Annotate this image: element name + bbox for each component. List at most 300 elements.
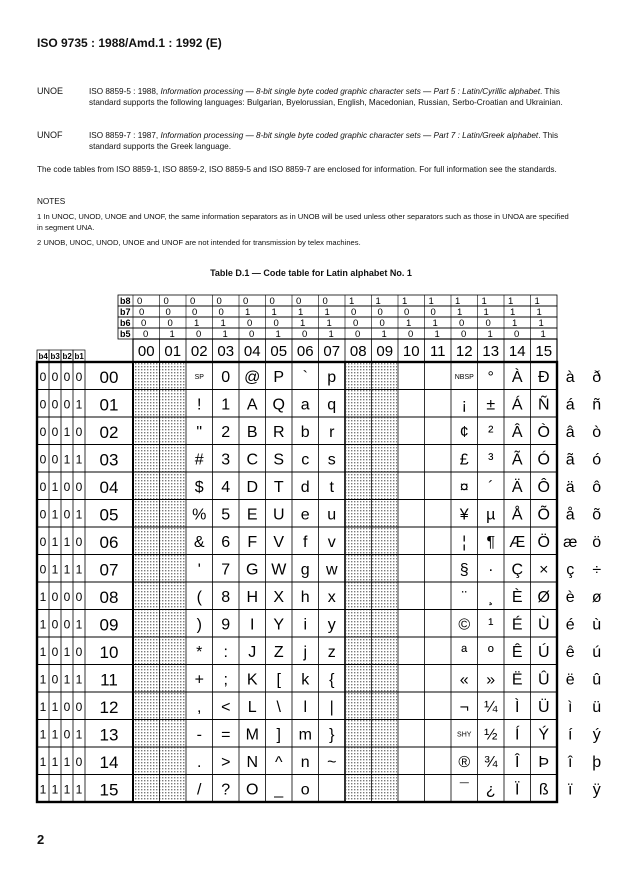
- character-glyph: Ò: [537, 423, 550, 441]
- bit-value: 0: [196, 329, 202, 340]
- character-glyph: ¥: [459, 506, 469, 524]
- bit-label: b5: [120, 329, 131, 339]
- character-glyph: m: [298, 726, 312, 744]
- row-bit: 1: [51, 782, 59, 797]
- row-number: 10: [99, 642, 119, 662]
- character-glyph: 3: [221, 451, 231, 469]
- row-number: 09: [99, 615, 119, 635]
- character-glyph: Z: [273, 643, 284, 661]
- column-header: 08: [349, 343, 367, 360]
- bit-label: b6: [120, 318, 131, 328]
- character-glyph: u: [327, 506, 337, 524]
- character-glyph: n: [300, 753, 310, 771]
- notes-heading: NOTES: [37, 197, 66, 206]
- row-bit: 1: [51, 562, 59, 577]
- bit-value: 1: [324, 307, 330, 318]
- character-glyph: K: [246, 671, 258, 689]
- table-caption: Table D.1 — Code table for Latin alphabet No. 1: [210, 268, 412, 278]
- character-glyph: {: [329, 671, 335, 689]
- bit-value: 0: [141, 318, 147, 329]
- row-bit: 0: [39, 534, 47, 549]
- column-header: 11: [429, 343, 446, 360]
- character-glyph: %: [192, 506, 207, 524]
- character-glyph: Ä: [511, 478, 523, 496]
- bit-value: 1: [538, 318, 544, 329]
- bit-value: 1: [510, 307, 516, 318]
- character-glyph: Ñ: [537, 396, 550, 414]
- row-bit: 0: [75, 369, 83, 384]
- character-glyph: ): [196, 616, 202, 634]
- character-glyph: £: [459, 451, 469, 469]
- row-bit: 0: [75, 699, 83, 714]
- note-2: 2 UNOB, UNOC, UNOD, UNOE and UNOF are not intended for transmission by telex machines.: [37, 238, 361, 247]
- character-glyph: 6: [221, 533, 231, 551]
- character-glyph: ·: [488, 561, 494, 579]
- row-bit: 1: [51, 479, 59, 494]
- character-glyph: z: [327, 643, 336, 661]
- character-glyph: 5: [221, 506, 231, 524]
- character-glyph: ñ: [592, 396, 602, 414]
- character-glyph: :: [223, 643, 228, 661]
- row-number: 12: [99, 697, 119, 717]
- character-glyph: à: [565, 368, 575, 386]
- character-glyph: ²: [488, 423, 494, 441]
- row-bit: 1: [39, 727, 47, 742]
- character-glyph: [: [276, 671, 281, 689]
- row-number: 08: [99, 587, 119, 607]
- character-glyph: >: [221, 753, 231, 771]
- character-glyph: B: [246, 423, 258, 441]
- entry-code: UNOF: [37, 130, 63, 140]
- character-glyph: d: [300, 478, 310, 496]
- character-glyph: Ý: [538, 726, 550, 744]
- row-bit: 1: [39, 754, 47, 769]
- bit-value: 0: [167, 318, 173, 329]
- character-glyph: è: [565, 588, 575, 606]
- character-glyph: w: [325, 561, 338, 579]
- row-number: 01: [99, 395, 119, 415]
- bit-value: 0: [192, 307, 198, 318]
- bit-value: 0: [249, 329, 255, 340]
- bit-value: 1: [349, 296, 355, 307]
- character-glyph: ö: [592, 533, 602, 551]
- character-glyph: Û: [537, 671, 550, 689]
- character-glyph: õ: [592, 506, 602, 524]
- character-glyph: SHY: [457, 731, 472, 739]
- bit-value: 1: [428, 296, 434, 307]
- row-bit: 0: [63, 727, 71, 742]
- character-glyph: @: [244, 368, 261, 386]
- bit-value: 0: [273, 318, 279, 329]
- column-header: 03: [217, 343, 235, 360]
- bit-value: 1: [540, 329, 546, 340]
- bit-header-row: [118, 317, 557, 328]
- row-bit: 0: [51, 589, 59, 604]
- bit-value: 0: [377, 307, 383, 318]
- bit-value: 1: [245, 307, 251, 318]
- bit-value: 1: [432, 318, 438, 329]
- character-glyph: \: [276, 698, 281, 716]
- bit-value: 0: [247, 318, 253, 329]
- character-glyph: q: [327, 396, 337, 414]
- character-glyph: ý: [592, 726, 601, 744]
- character-glyph: _: [274, 781, 284, 799]
- character-glyph: â: [565, 423, 575, 441]
- row-bit: 1: [75, 617, 83, 632]
- bit-value: 1: [406, 318, 412, 329]
- row-bit: 0: [39, 397, 47, 412]
- character-glyph: ¦: [462, 533, 467, 551]
- character-glyph: 9: [221, 616, 231, 634]
- row-bit-label: b2: [62, 352, 72, 361]
- character-glyph: ÿ: [592, 781, 601, 799]
- character-glyph: ç: [566, 561, 575, 579]
- column-header: 12: [455, 343, 473, 360]
- character-glyph: r: [329, 423, 335, 441]
- row-bit: 1: [39, 672, 47, 687]
- character-glyph: E: [246, 506, 258, 524]
- bit-value: 1: [508, 296, 514, 307]
- character-glyph: °: [487, 368, 494, 386]
- character-glyph: Á: [511, 396, 523, 414]
- bit-value: 1: [222, 329, 228, 340]
- character-glyph: À: [511, 368, 523, 386]
- bit-value: 0: [408, 329, 414, 340]
- character-glyph: V: [273, 533, 285, 551]
- character-glyph: /: [197, 781, 202, 799]
- character-glyph: ®: [458, 753, 471, 771]
- bit-value: 0: [216, 296, 222, 307]
- row-bit: 0: [75, 589, 83, 604]
- row-bit: 1: [51, 699, 59, 714]
- character-glyph: Î: [515, 753, 520, 771]
- row-bit: 0: [51, 644, 59, 659]
- character-glyph: J: [248, 643, 257, 661]
- row-bit: 0: [39, 507, 47, 522]
- row-bit: 0: [75, 754, 83, 769]
- row-bit: 0: [51, 452, 59, 467]
- row-bit: 1: [75, 452, 83, 467]
- character-glyph: ß: [538, 781, 549, 799]
- character-glyph: ¤: [459, 478, 469, 496]
- character-glyph: í: [568, 726, 573, 744]
- character-glyph: Í: [515, 726, 520, 744]
- column-header: 00: [137, 343, 155, 360]
- character-glyph: ì: [568, 698, 573, 716]
- bit-value: 0: [459, 318, 465, 329]
- row-bit: 1: [63, 424, 71, 439]
- character-glyph: æ: [563, 533, 578, 551]
- bit-value: 0: [296, 296, 302, 307]
- character-glyph: ": [196, 423, 203, 441]
- row-bit: 0: [75, 479, 83, 494]
- row-bit: 1: [39, 699, 47, 714]
- character-glyph: ^: [274, 753, 283, 771]
- row-bit: 0: [63, 369, 71, 384]
- character-glyph: û: [592, 671, 602, 689]
- character-glyph: g: [300, 561, 310, 579]
- bit-value: 0: [351, 307, 357, 318]
- column-header: 06: [296, 343, 314, 360]
- bit-value: 0: [137, 296, 143, 307]
- row-bit: 0: [51, 369, 59, 384]
- character-glyph: l: [303, 698, 308, 716]
- column-header: 07: [323, 343, 341, 360]
- bit-value: 1: [194, 318, 200, 329]
- row-bit: 1: [63, 782, 71, 797]
- character-glyph: D: [246, 478, 259, 496]
- bit-value: 0: [355, 329, 361, 340]
- bit-header-row: [118, 295, 557, 306]
- character-glyph: É: [511, 616, 523, 634]
- character-glyph: ´: [488, 478, 494, 496]
- character-glyph: ,: [197, 698, 202, 716]
- row-bit: 1: [39, 644, 47, 659]
- row-bit: 0: [39, 424, 47, 439]
- character-glyph: Õ: [537, 506, 550, 524]
- row-number: 07: [99, 560, 119, 580]
- entry-description: ISO 8859-7 : 1987, Information processing — 8-bit single byte coded graphic character sets — Part 7 : Latin/Greek alphabet. This standard supports the Greek language.: [89, 131, 559, 151]
- character-glyph: 8: [221, 588, 231, 606]
- character-glyph: ¼: [484, 698, 498, 716]
- bit-value: 1: [487, 329, 493, 340]
- bit-value: 1: [169, 329, 175, 340]
- character-glyph: ': [197, 561, 201, 579]
- character-glyph: ä: [565, 478, 575, 496]
- character-glyph: -: [196, 726, 202, 744]
- bit-value: 1: [300, 318, 306, 329]
- character-glyph: f: [303, 533, 308, 551]
- character-glyph: »: [486, 671, 496, 689]
- bit-value: 0: [269, 296, 275, 307]
- character-glyph: C: [246, 451, 259, 469]
- character-glyph: *: [196, 643, 203, 661]
- character-glyph: ¿: [485, 781, 496, 799]
- bit-value: 1: [220, 318, 226, 329]
- row-bit: 1: [39, 617, 47, 632]
- character-glyph: $: [194, 478, 204, 496]
- character-glyph: Ó: [537, 451, 550, 469]
- character-glyph: |: [329, 698, 334, 716]
- character-glyph: ¾: [484, 753, 498, 771]
- row-number: 03: [99, 450, 119, 470]
- bit-value: 1: [481, 296, 487, 307]
- row-number: 13: [99, 725, 119, 745]
- bit-value: 0: [461, 329, 467, 340]
- note-1: 1 In UNOC, UNOD, UNOE and UNOF, the same information separators as in UNOB will be used unless other separators such as those in UNOA are specified in segment UNA.: [37, 212, 569, 232]
- character-glyph: Ö: [537, 533, 550, 551]
- character-glyph: §: [459, 561, 469, 579]
- bit-value: 1: [536, 307, 542, 318]
- character-glyph: ¹: [488, 616, 494, 634]
- character-glyph: ³: [488, 451, 494, 469]
- bit-value: 1: [512, 318, 518, 329]
- character-glyph: t: [329, 478, 334, 496]
- character-glyph: å: [565, 506, 575, 524]
- column-header: 04: [243, 343, 261, 360]
- row-bit: 0: [75, 534, 83, 549]
- character-glyph: ø: [591, 588, 602, 606]
- character-glyph: ù: [592, 616, 602, 634]
- column-header: 15: [535, 343, 553, 360]
- character-glyph: (: [196, 588, 202, 606]
- character-glyph: ©: [458, 616, 471, 634]
- character-glyph: R: [272, 423, 285, 441]
- character-glyph: ¶: [486, 533, 496, 551]
- character-glyph: N: [246, 753, 259, 771]
- character-glyph: ×: [539, 561, 549, 579]
- bit-value: 1: [534, 296, 540, 307]
- bit-value: 0: [218, 307, 224, 318]
- character-glyph: È: [511, 588, 523, 606]
- character-glyph: }: [329, 726, 335, 744]
- character-glyph: ~: [327, 753, 337, 771]
- bit-value: 0: [430, 307, 436, 318]
- character-glyph: Ð: [537, 368, 550, 386]
- row-bit: 1: [75, 672, 83, 687]
- character-glyph: e: [300, 506, 310, 524]
- row-bit: 1: [63, 452, 71, 467]
- character-glyph: <: [221, 698, 231, 716]
- character-glyph: U: [272, 506, 285, 524]
- bit-label: b8: [120, 296, 131, 306]
- character-glyph: ¸: [488, 588, 494, 606]
- character-glyph: ½: [484, 726, 498, 744]
- character-glyph: `: [302, 368, 308, 386]
- character-glyph: 7: [221, 561, 231, 579]
- bit-value: 0: [143, 329, 149, 340]
- character-glyph: ]: [276, 726, 281, 744]
- bit-value: 1: [402, 296, 408, 307]
- row-bit: 0: [51, 672, 59, 687]
- character-glyph: G: [246, 561, 259, 579]
- character-glyph: Ú: [537, 643, 550, 661]
- row-bit: 1: [63, 672, 71, 687]
- row-bit: 1: [51, 534, 59, 549]
- character-glyph: ð: [592, 368, 602, 386]
- character-glyph: ¬: [459, 698, 469, 716]
- row-number: 00: [99, 367, 119, 387]
- row-bit: 0: [63, 397, 71, 412]
- character-glyph: á: [565, 396, 575, 414]
- character-glyph: k: [301, 671, 310, 689]
- row-bit: 1: [75, 397, 83, 412]
- character-glyph: A: [246, 396, 258, 414]
- character-glyph: SP: [194, 373, 204, 381]
- row-bit: 1: [39, 589, 47, 604]
- character-glyph: º: [487, 643, 494, 661]
- character-glyph: ¢: [459, 423, 469, 441]
- bit-value: 0: [302, 329, 308, 340]
- character-glyph: Ç: [511, 561, 524, 579]
- row-bit: 0: [51, 617, 59, 632]
- character-glyph: ¨: [461, 588, 467, 606]
- character-glyph: Ì: [515, 698, 520, 716]
- character-glyph: ?: [221, 781, 231, 799]
- bit-value: 1: [455, 296, 461, 307]
- bit-value: 1: [271, 307, 277, 318]
- character-glyph: ¯: [459, 781, 469, 799]
- character-glyph: X: [273, 588, 285, 606]
- row-bit: 1: [75, 562, 83, 577]
- row-number: 14: [99, 752, 119, 772]
- bit-value: 0: [353, 318, 359, 329]
- row-bit: 0: [39, 562, 47, 577]
- character-glyph: F: [247, 533, 258, 551]
- character-glyph: î: [568, 753, 573, 771]
- row-bit-label: b1: [74, 352, 84, 361]
- row-bit: 1: [75, 727, 83, 742]
- row-bit: 1: [51, 507, 59, 522]
- character-glyph: c: [301, 451, 310, 469]
- row-bit: 0: [51, 397, 59, 412]
- character-glyph: W: [271, 561, 287, 579]
- character-glyph: o: [300, 781, 310, 799]
- row-bit: 0: [51, 424, 59, 439]
- row-bit: 0: [75, 644, 83, 659]
- character-glyph: H: [246, 588, 259, 606]
- bit-value: 1: [434, 329, 440, 340]
- character-glyph: Ë: [511, 671, 523, 689]
- character-glyph: þ: [592, 753, 602, 771]
- character-glyph: h: [300, 588, 310, 606]
- character-glyph: ú: [592, 643, 602, 661]
- character-glyph: a: [300, 396, 310, 414]
- bit-value: 0: [322, 296, 328, 307]
- bit-value: 1: [328, 329, 334, 340]
- intro-paragraph: The code tables from ISO 8859-1, ISO 8859-2, ISO 8859-5 and ISO 8859-7 are enclosed for information. For full information see the standards.: [37, 165, 557, 174]
- character-glyph: s: [327, 451, 336, 469]
- row-bit: 1: [51, 727, 59, 742]
- row-bit: 1: [63, 562, 71, 577]
- row-bit: 0: [39, 452, 47, 467]
- character-glyph: ¡: [461, 396, 467, 414]
- row-bit: 0: [63, 589, 71, 604]
- row-bit: 0: [63, 617, 71, 632]
- bit-value: 0: [139, 307, 145, 318]
- character-glyph: +: [194, 671, 204, 689]
- bit-value: 1: [275, 329, 281, 340]
- bit-label: b7: [120, 307, 131, 317]
- character-glyph: Q: [272, 396, 285, 414]
- column-header: 10: [402, 343, 420, 360]
- character-glyph: I: [250, 616, 255, 634]
- character-glyph: b: [300, 423, 310, 441]
- row-bit: 0: [39, 369, 47, 384]
- row-number: 06: [99, 532, 119, 552]
- row-number: 05: [99, 505, 119, 525]
- row-bit: 1: [75, 782, 83, 797]
- row-number: 15: [99, 780, 119, 800]
- row-bit-label: b4: [38, 352, 48, 361]
- character-glyph: L: [247, 698, 257, 716]
- row-bit: 1: [39, 782, 47, 797]
- row-bit-label: b3: [50, 352, 60, 361]
- document-header: ISO 9735 : 1988/Amd.1 : 1992 (E): [37, 36, 222, 50]
- bit-header-row: [118, 306, 557, 317]
- character-glyph: Ï: [515, 781, 520, 799]
- bit-value: 1: [375, 296, 381, 307]
- bit-value: 1: [457, 307, 463, 318]
- character-glyph: x: [327, 588, 336, 606]
- character-glyph: P: [273, 368, 285, 386]
- character-glyph: ò: [592, 423, 602, 441]
- row-bit: 0: [75, 424, 83, 439]
- character-glyph: ï: [568, 781, 573, 799]
- row-bit: 1: [51, 754, 59, 769]
- character-glyph: é: [565, 616, 575, 634]
- bit-value: 0: [163, 296, 169, 307]
